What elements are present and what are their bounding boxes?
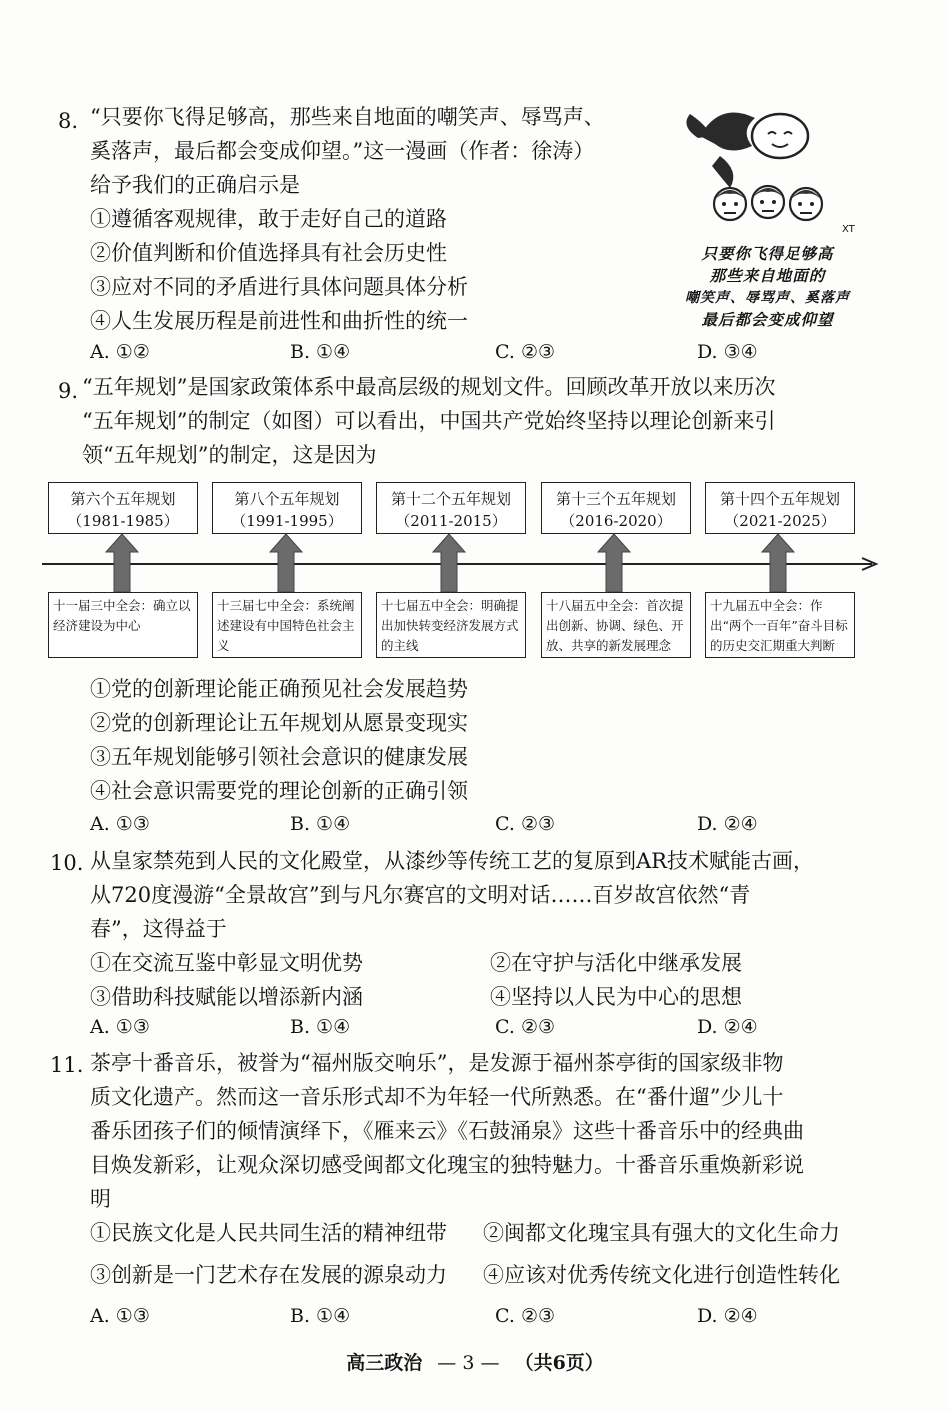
- answer-c[interactable]: C. ②③: [495, 813, 556, 835]
- question-stem-line: 领“五年规划”的制定，这是因为: [82, 443, 377, 467]
- page-footer: [0, 1348, 950, 1375]
- answer-c[interactable]: C. ②③: [495, 341, 556, 363]
- question-stem-line: 茶亭十番音乐，被誉为“福州版交响乐”，是发源于福州茶亭街的国家级非物: [90, 1051, 784, 1075]
- timeline-plan-box: [376, 482, 526, 534]
- answer-b[interactable]: B. ①④: [290, 813, 351, 835]
- footer-subject: 高三政治: [346, 1352, 423, 1374]
- cartoon-signature: XT: [842, 224, 855, 235]
- answer-a[interactable]: A. ①③: [90, 813, 150, 835]
- cartoon-caption-line: 那些来自地面的: [709, 267, 826, 285]
- five-year-plan-timeline: [40, 482, 880, 662]
- question-stem-line: 奚落声，最后都会变成仰望。”这一漫画（作者：徐涛）: [90, 139, 595, 163]
- plan-name: 第六个五年规划: [70, 490, 176, 508]
- option-statement: ②价值判断和价值选择具有社会历史性: [90, 241, 447, 265]
- option-statement: ③借助科技赋能以增添新内涵: [90, 985, 363, 1009]
- question-number: 9.: [58, 379, 79, 403]
- option-statement: ①遵循客观规律，敢于走好自己的道路: [90, 207, 447, 231]
- timeline-plan-box: [48, 482, 198, 534]
- option-statement: ③创新是一门艺术存在发展的源泉动力: [90, 1263, 447, 1287]
- answer-c[interactable]: C. ②③: [495, 1016, 556, 1038]
- answer-b[interactable]: B. ①④: [290, 341, 351, 363]
- question-stem-line: “五年规划”是国家政策体系中最高层级的规划文件。回顾改革开放以来历次: [82, 375, 776, 399]
- footer-page-number: — 3 —: [437, 1352, 500, 1374]
- option-statement: ④应该对优秀传统文化进行创造性转化: [483, 1263, 840, 1287]
- option-statement: ④人生发展历程是前进性和曲折性的统一: [90, 309, 468, 333]
- option-statement: ③应对不同的矛盾进行具体问题具体分析: [90, 275, 468, 299]
- answer-d[interactable]: D. ②④: [697, 1016, 758, 1038]
- cartoon-illustration: [660, 96, 875, 341]
- cartoon-drawing: [660, 96, 875, 231]
- answer-a[interactable]: A. ①③: [90, 1305, 150, 1327]
- answer-b[interactable]: B. ①④: [290, 1305, 351, 1327]
- plan-years: （2011-2015）: [395, 512, 507, 530]
- timeline-plan-box: [212, 482, 362, 534]
- timeline-event-box: 十九届五中全会：作出“两个一百年”奋斗目标的历史交汇期重大判断: [705, 592, 855, 658]
- plan-years: （2016-2020）: [560, 512, 672, 530]
- plan-years: （1981-1985）: [67, 512, 179, 530]
- timeline-event-box: 十三届七中全会：系统阐述建设有中国特色社会主义: [212, 592, 362, 658]
- question-stem-line: 目焕发新彩，让观众深切感受闽都文化瑰宝的独特魅力。十番音乐重焕新彩说: [90, 1153, 804, 1177]
- answer-a[interactable]: A. ①③: [90, 1016, 150, 1038]
- answer-d[interactable]: D. ②④: [697, 1305, 758, 1327]
- question-stem-line: “五年规划”的制定（如图）可以看出，中国共产党始终坚持以理论创新来引: [82, 409, 776, 433]
- option-statement: ②党的创新理论让五年规划从愿景变现实: [90, 711, 468, 735]
- footer-total-pages: （共6页）: [514, 1352, 604, 1374]
- question-stem-line: 春”，这得益于: [90, 917, 227, 941]
- plan-name: 第十四个五年规划: [719, 490, 840, 508]
- timeline-event-box: 十八届五中全会：首次提出创新、协调、绿色、开放、共享的新发展理念: [541, 592, 691, 658]
- option-statement: ④社会意识需要党的理论创新的正确引领: [90, 779, 468, 803]
- plan-years: （1991-1995）: [231, 512, 343, 530]
- question-stem-line: 给予我们的正确启示是: [90, 173, 300, 197]
- plan-name: 第十二个五年规划: [390, 490, 511, 508]
- cartoon-caption-line: 最后都会变成仰望: [701, 311, 834, 329]
- answer-a[interactable]: A. ①②: [90, 341, 150, 363]
- plan-name: 第八个五年规划: [234, 490, 340, 508]
- plan-name: 第十三个五年规划: [555, 490, 676, 508]
- cartoon-caption-line: 只要你飞得足够高: [701, 245, 834, 263]
- question-stem-line: 从720度漫游“全景故宫”到与凡尔赛宫的文明对话……百岁故宫依然“青: [90, 883, 751, 907]
- option-statement: ①民族文化是人民共同生活的精神纽带: [90, 1221, 447, 1245]
- question-stem-line: 从皇家禁苑到人民的文化殿堂，从漆纱等传统工艺的复原到AR技术赋能古画，: [90, 849, 814, 873]
- option-statement: ④坚持以人民为中心的思想: [490, 985, 742, 1009]
- cartoon-caption-line: 嘲笑声、辱骂声、奚落声: [685, 290, 850, 306]
- question-stem-line: “只要你飞得足够高，那些来自地面的嘲笑声、辱骂声、: [90, 105, 605, 129]
- answer-c[interactable]: C. ②③: [495, 1305, 556, 1327]
- answer-d[interactable]: D. ②④: [697, 813, 758, 835]
- option-statement: ②在守护与活化中继承发展: [490, 951, 742, 975]
- question-number: 8.: [58, 109, 79, 133]
- question-stem-line: 明: [90, 1187, 111, 1211]
- timeline-plan-box: [705, 482, 855, 534]
- option-statement: ①在交流互鉴中彰显文明优势: [90, 951, 363, 975]
- question-stem-line: 质文化遗产。然而这一音乐形式却不为年轻一代所熟悉。在“番什遛”少儿十: [90, 1085, 784, 1109]
- plan-years: （2021-2025）: [724, 512, 836, 530]
- timeline-event-box: 十一届三中全会：确立以经济建设为中心: [48, 592, 198, 658]
- question-stem-line: 番乐团孩子们的倾情演绎下，《雁来云》《石鼓涌泉》这些十番音乐中的经典曲: [90, 1119, 804, 1143]
- question-number: 11.: [50, 1053, 84, 1077]
- timeline-plan-box: [541, 482, 691, 534]
- answer-d[interactable]: D. ③④: [697, 341, 758, 363]
- question-number: 10.: [50, 851, 84, 875]
- option-statement: ③五年规划能够引领社会意识的健康发展: [90, 745, 468, 769]
- option-statement: ②闽都文化瑰宝具有强大的文化生命力: [483, 1221, 840, 1245]
- timeline-event-box: 十七届五中全会：明确提出加快转变经济发展方式的主线: [376, 592, 526, 658]
- option-statement: ①党的创新理论能正确预见社会发展趋势: [90, 677, 468, 701]
- answer-b[interactable]: B. ①④: [290, 1016, 351, 1038]
- cartoon-caption: [660, 243, 875, 331]
